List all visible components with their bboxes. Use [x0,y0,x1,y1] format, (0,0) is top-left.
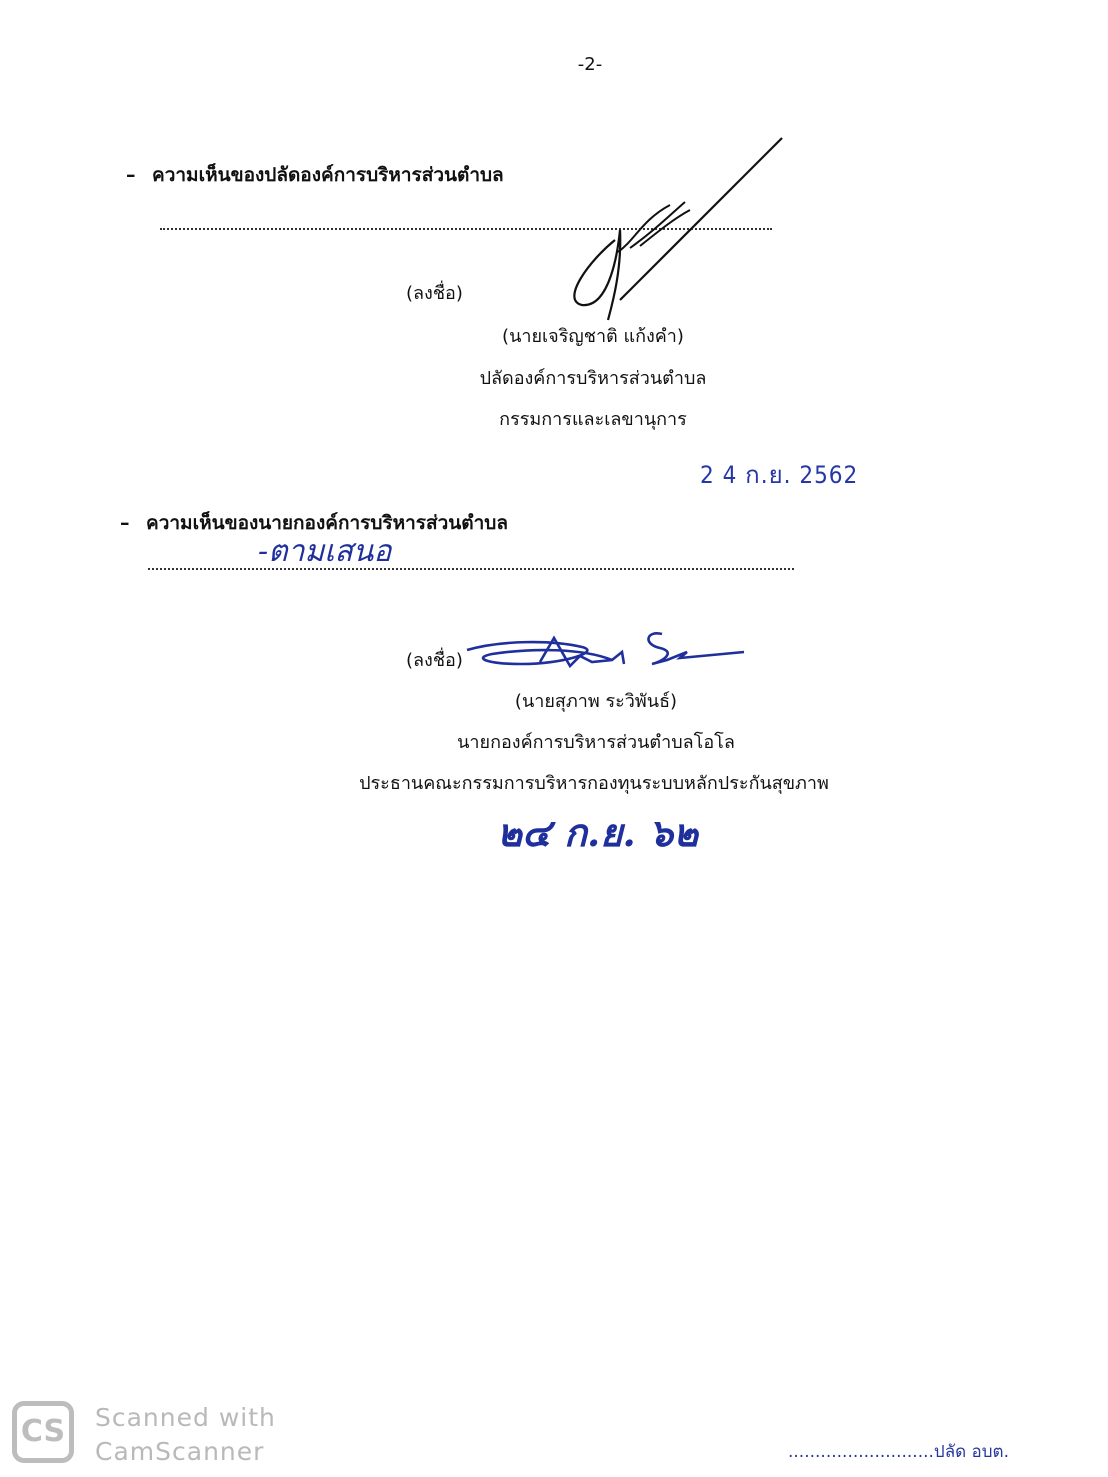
footer-note: ...........................ปลัด อบต. [788,1442,1009,1462]
section1-role: กรรมการและเลขานุการ [499,409,687,430]
section1-signature [560,130,790,330]
section2-position: นายกองค์การบริหารส่วนตำบลโอโล [457,732,735,753]
section1-sign-label: (ลงชื่อ) [406,283,463,304]
section2-dotted-line [148,568,794,570]
bullet-dash: – [126,164,136,186]
page-number: -2- [577,54,603,75]
bullet-dash: – [120,512,130,534]
section1-position: ปลัดองค์การบริหารส่วนตำบล [479,368,707,389]
section1-heading: ความเห็นของปลัดองค์การบริหารส่วนตำบล [152,164,504,186]
section1-name: (นายเจริญชาติ แก้งคำ) [502,326,684,347]
section2-role: ประธานคณะกรรมการบริหารกองทุนระบบหลักประกันสุขภาพ [359,773,829,794]
section2-sign-label: (ลงชื่อ) [406,650,463,671]
section1-date-stamp: 2 4 ก.ย. 2562 [700,461,859,489]
section2-heading: ความเห็นของนายกองค์การบริหารส่วนตำบล [146,512,508,534]
section2-name: (นายสุภาพ ระวิพันธ์) [514,691,678,712]
section2-signature [462,622,752,682]
section2-handwritten-opinion: -ตามเสนอ [258,534,392,569]
watermark-line1: Scanned with [95,1403,276,1432]
camscanner-logo: CS [12,1401,74,1463]
section1-heading-row [126,160,504,190]
section2-handwritten-date: ๒๔ ก.ย. ๖๒ [497,810,699,855]
watermark-line2: CamScanner [95,1437,265,1466]
